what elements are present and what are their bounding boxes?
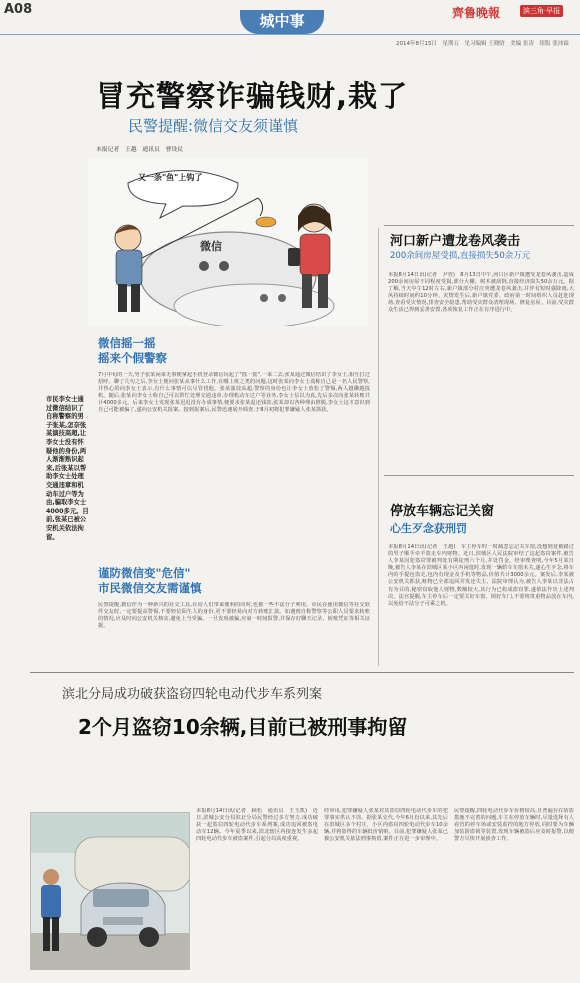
edition-badge: 滨三角·早报 — [520, 5, 563, 17]
cartoon-illustration — [88, 158, 368, 326]
cartoon-speech: 又一条"鱼"上钩了 — [138, 173, 203, 182]
bike-col-2: 经审讯,犯罪嫌疑人张某对其盗窃四轮电动代步车的犯罪事实供认不讳。据张某交代,今年6月份以来,其先后在滨城区多个村庄、小区内盗窃四轮电动代步车10余辆,并将盗得的车辆低价销赃。目前,犯罪嫌疑人张某已被公安机关依法刑事拘留,案件正在进一步审理中。 — [324, 808, 448, 843]
section-tab: 城中事 — [240, 10, 324, 34]
main-body-2: 民警提醒,微信作为一种新兴的社交工具,在给人们带来便利的同时,也被一些不法分子利用。市民在使用微信等社交软件交友时,一定要提高警惕,不要轻信陌生人的身份,更不要轻易向对方转账汇款。如遇到自称警察等公职人员要求转账的情况,应及时向公安机关核实,避免上当受骗。一旦发现被骗,应第一时间报警,并保存好聊天记录、转账凭证等相关证据。 — [98, 602, 370, 630]
main-body-1: 7月中旬的一天,男子张某闲来无事便拿起手机登录微信玩起了"摇一摇",一来二去,张某通过微信结识了李女士,相互打过招呼、聊了几句之后,李女士便问张某从事什么工作,在哪上班之类的问题,这时张某向李女士谎称自己是一名人民警察,并热心的向李女士表示,有什么事情可以尽管找他。张某演技高超,警察的身份也让李女士放松了警惕,两人越聊越投机。随后,张某向李女士称自己可以帮忙处理交通违章,办理机动车过户等业务,李女士信以为真,先后多次向张某转账共计4000多元。后来李女士发现张某迟迟没有办成事情,便要求张某退还钱款,张某却以各种理由推脱,李女士这才意识到自己可能被骗了,遂向公安机关报案。接到报案后,民警迅速展开调查,于8月初将犯罪嫌疑人张某抓获。 — [98, 372, 370, 414]
bike-headline: 2个月盗窃10余辆,目前已被刑事拘留 — [78, 715, 408, 739]
side-summary: 市民李女士通过微信结识了自称警察的男子张某,怎奈张某演技高超,让李女士没有怀疑他的身份,两人渐渐熟识起来,后张某以帮助李女士处理交通违章和机动车过户等为由,骗取李女士4000多元。目前,张某已被公安机关依法拘留。 — [46, 396, 89, 541]
story-flood-subhead: 200余间房屋受损,直接损失50余万元 — [390, 251, 531, 261]
dateline: 2014年8月15日 星期五 见习编辑 王晓晗 美编 张涛 组版 张沛霖 — [396, 41, 569, 47]
bottom-story-top-rule — [30, 672, 574, 673]
story-flood-top-rule — [384, 225, 574, 226]
story-flood-headline: 河口新户遭龙卷风袭击 — [390, 234, 521, 249]
main-headline: 冒充警察诈骗钱财,栽了 — [96, 79, 409, 113]
masthead-rule — [0, 34, 580, 35]
story-parking-top-rule — [384, 475, 574, 476]
cartoon-svg — [88, 158, 368, 326]
story-parking-subhead: 心生歹念获刑罚 — [390, 522, 467, 535]
sub-headline-1: 微信摇一摇 摇来个假警察 — [98, 336, 167, 365]
photo-svg — [31, 813, 190, 970]
story-parking-headline: 停放车辆忘记关窗 — [390, 504, 495, 519]
cartoon-bubble-label: 微信 — [200, 240, 222, 253]
main-subhead: 民警提醒:微信交友须谨慎 — [128, 117, 299, 135]
bike-photo — [30, 812, 190, 970]
column-divider — [378, 228, 379, 666]
paper-logo: 齊鲁晚報 — [452, 6, 501, 20]
main-byline: 本报记者 王越 通讯员 曹设民 — [96, 147, 183, 153]
bike-col-3: 民警提醒,四轮电动代步车价格较高,且普遍存在防盗措施不完善的问题,车主在停放车辆时,尽量选择有人看管的停车场或安装监控的地方停放,同时要为车辆加装防盗锁等装置,发现车辆被盗后应及时报警,以便警方尽快开展侦查工作。 — [454, 808, 574, 843]
bike-col-1: 本报8月14日讯(记者 顾松 通讯员 王玉凯) 近日,滨城公安分局滨北分局民警经过多方努力,成功破获一起盗窃四轮电动代步车系列案,成功追回被盗电动车12辆。今年夏季以来,滨北辖区内接连发生多起四轮电动代步车被盗案件,引起分局高度重视。 — [196, 808, 318, 843]
bike-kicker: 滨北分局成功破获盗窃四轮电动代步车系列案 — [62, 687, 323, 702]
story-parking-body: 本报8月14日讯(记者 王越) 车主停车时一时疏忽忘记关车窗,没想到竟被路过的男子顺手牵羊盗走车内财物。近日,滨城区人民法院审结了这起盗窃案件,被告人李某因犯盗窃罪被判处有期徒刑六个月,并处罚金。经审理查明,今年5月某日晚,被告人李某在滨城区某小区内闲逛时,发现一辆轿车车窗未关,遂心生歹念,将车内的手提包盗走,包内有现金及手机等物品,价值共计3000余元。案发后,李某被公安机关抓获,赃物已全部追回并发还失主。法院审理认为,被告人李某以非法占有为目的,秘密窃取他人财物,数额较大,其行为已构成盗窃罪,遂依法作出上述判决。法官提醒,车主停车后一定要关好车窗、锁好车门,不要将贵重物品放在车内,以免给不法分子可乘之机。 — [388, 544, 574, 607]
sub-headline-2: 谨防微信变"危信" 市民微信交友需谨慎 — [98, 566, 202, 595]
story-flood-body: 本报8月14日讯(记者 尹萱) 8月13日中午,河口区新户镇遭受龙卷风袭击,造成200余间房屋不同程度受损,部分大棚、树木被刮倒,直接经济损失50余万元。据了解,当天中午12时左右,新户镇部分村庄突遭龙卷风袭击,并伴有短时强降雨,大风持续时间约10分钟。灾情发生后,新户镇党委、政府第一时间组织人员赶赴现场,查看受灾情况,排查安全隐患,帮助受灾群众清理现场、修复房屋。目前,受灾群众生活已得到妥善安置,各项恢复工作正在有序进行中。 — [388, 272, 574, 314]
page-number: A08 — [4, 2, 33, 17]
